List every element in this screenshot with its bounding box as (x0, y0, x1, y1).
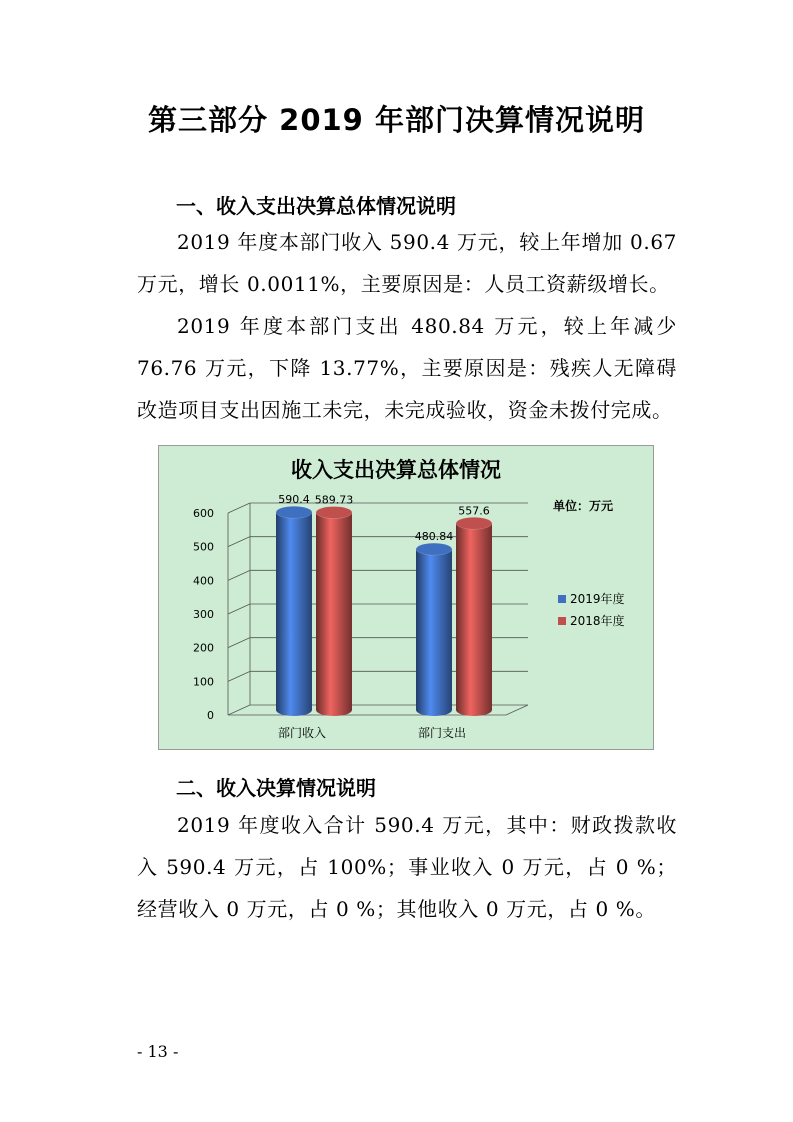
data-label: 589.73 (314, 493, 354, 507)
y-tick-label: 400 (193, 574, 214, 588)
x-tick-label: 部门收入 (277, 726, 327, 740)
bar-2018年度-部门支出 (456, 523, 492, 716)
y-tick-label: 100 (193, 675, 214, 689)
legend-label: 2018年度 (570, 614, 625, 628)
paragraph-income-detail: 2019 年度收入合计 590.4 万元，其中：财政拨款收入 590.4 万元，占 100%；事业收入 0 万元，占 0 %；经营收入 0 万元，占 0 %；其他收入 0 万元，占 0 %。 (137, 813, 677, 921)
legend-swatch-2018年度 (558, 617, 566, 625)
chart-unit-label: 单位：万元 (553, 499, 614, 513)
bar-top-2018年度-部门收入 (316, 506, 352, 518)
y-tick-label: 0 (207, 709, 214, 722)
y-tick-label: 300 (193, 608, 214, 621)
legend-label: 2019年度 (570, 592, 625, 606)
data-label: 480.84 (414, 530, 454, 544)
legend-swatch-2019年度 (558, 595, 566, 603)
y-tick-label: 600 (193, 507, 214, 520)
bar-2019年度-部门收入 (276, 512, 312, 716)
section-heading-income: 二、收入决算情况说明 (176, 776, 376, 800)
income-expenditure-chart (158, 445, 654, 750)
bar-top-2018年度-部门支出 (456, 517, 492, 529)
paragraph-expenditure: 2019 年度本部门支出 480.84 万元，较上年减少 76.76 万元，下降 13.77%，主要原因是：残疾人无障碍改造项目支出因施工未完，未完成验收，资金未拨付完成。 (137, 314, 677, 422)
y-tick-label: 500 (193, 540, 214, 554)
page-number: - 13 - (137, 1042, 179, 1061)
page-title: 第三部分 2019 年部门决算情况说明 (148, 103, 645, 137)
bar-top-2019年度-部门支出 (416, 543, 452, 555)
section-heading-overview: 一、收入支出决算总体情况说明 (176, 194, 456, 218)
data-label: 557.6 (458, 504, 490, 518)
y-tick-label: 200 (193, 641, 214, 655)
bar-2019年度-部门支出 (416, 549, 452, 716)
paragraph-income: 2019 年度本部门收入 590.4 万元，较上年增加 0.67 万元，增长 0.0011%，主要原因是：人员工资薪级增长。 (137, 230, 677, 296)
x-tick-label: 部门支出 (417, 726, 467, 740)
chart-svg (158, 445, 654, 750)
bar-2018年度-部门收入 (316, 512, 352, 716)
chart-title: 收入支出决算总体情况 (291, 458, 501, 482)
data-label: 590.4 (278, 493, 310, 507)
bar-top-2019年度-部门收入 (276, 506, 312, 518)
